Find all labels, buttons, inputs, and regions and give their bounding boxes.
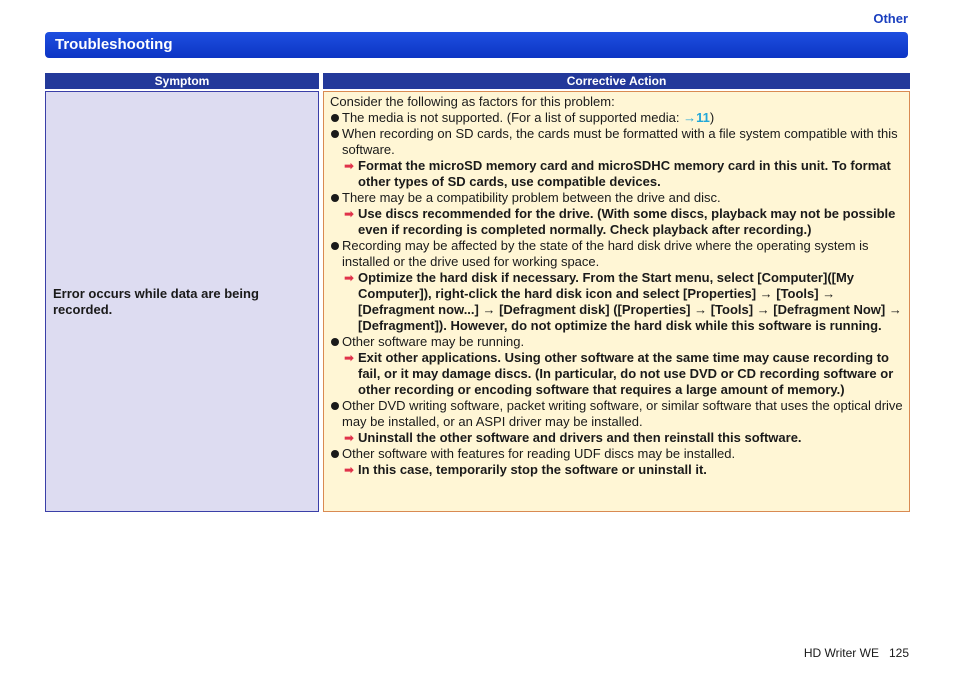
cause-item [330,446,903,462]
cause-item [330,190,903,206]
fix-text: Exit other applications. Using other software at the same time may cause recording to fail, or it may damage discs. (In particular, do not use DVD or CD recording software or other recording or encoding software that requires a large amount of memory.) [358,350,894,397]
fix-item [330,462,903,478]
arrow-icon: ➡ [344,431,355,445]
corrective-action-cell [323,91,910,512]
cause-item [330,334,903,350]
bullet-icon [331,402,339,410]
fix-text: Format the microSD memory card and microSDHC memory card in this unit. To format other types of SD cards, use compatible devices. [358,158,891,189]
arrow-icon: ➡ [344,159,355,173]
cause-text: The media is not supported. (For a list of supported media: [342,110,684,125]
cause-text-end: ) [709,110,715,125]
cause-item [330,238,903,270]
page-link[interactable]: →11 [683,110,710,125]
fix-text: In this case, temporarily stop the software or uninstall it. [358,462,707,477]
fix-text: Use discs recommended for the drive. (With some discs, playback may not be possible even if recording is completed normally. Check playback after recording.) [358,206,896,237]
section-breadcrumb[interactable]: Other [873,11,908,26]
bullet-icon [331,130,339,138]
cause-item [330,398,903,430]
fix-item [330,430,903,446]
intro-text: Consider the following as factors for this problem: [330,94,615,109]
arrow-icon: ➡ [344,463,355,477]
fix-item [330,158,903,190]
bullet-icon [331,114,339,122]
arrow-icon: ➡ [344,271,355,285]
cause-item [330,126,903,158]
cause-text: Recording may be affected by the state of the hard disk drive where the operating system is installed or the drive used for working space. [342,238,869,269]
fix-item [330,350,903,398]
symptom-cell [45,91,319,512]
arrow-icon: ➡ [344,351,355,365]
cause-item [330,110,903,126]
bullet-icon [331,242,339,250]
symptom-column-header: Symptom [45,73,319,89]
fix-text: Uninstall the other software and drivers and then reinstall this software. [358,430,802,445]
symptom-text: Error occurs while data are being recorded. [53,285,259,317]
bullet-icon [331,450,339,458]
page-number: 125 [888,646,909,660]
fix-text: Optimize the hard disk if necessary. From the Start menu, select [Computer]([My Computer]), right-click the hard disk icon and select [Properties] → [Tools] → [Defragment now...] → [Defragment disk] ([Properties] → [Tools] → [Defragment Now] → [Defragment]). However, do not optimize the hard disk while this software is running. [358,270,902,333]
fix-item [330,206,903,238]
arrow-icon: ➡ [344,207,355,221]
cause-text: Other DVD writing software, packet writing software, or similar software that uses the optical drive may be installed, or an ASPI driver may be installed. [342,398,903,429]
fix-item [330,270,903,334]
page-title: Troubleshooting [45,32,908,58]
action-column-header: Corrective Action [323,73,910,89]
cause-text: There may be a compatibility problem between the drive and disc. [342,190,721,205]
page-footer [804,646,909,660]
cause-text: Other software may be running. [342,334,525,349]
cause-text: When recording on SD cards, the cards must be formatted with a file system compatible with this software. [342,126,898,157]
product-name: HD Writer WE [803,646,879,660]
bullet-icon [331,338,339,346]
cause-text: Other software with features for reading UDF discs may be installed. [342,446,736,461]
bullet-icon [331,194,339,202]
